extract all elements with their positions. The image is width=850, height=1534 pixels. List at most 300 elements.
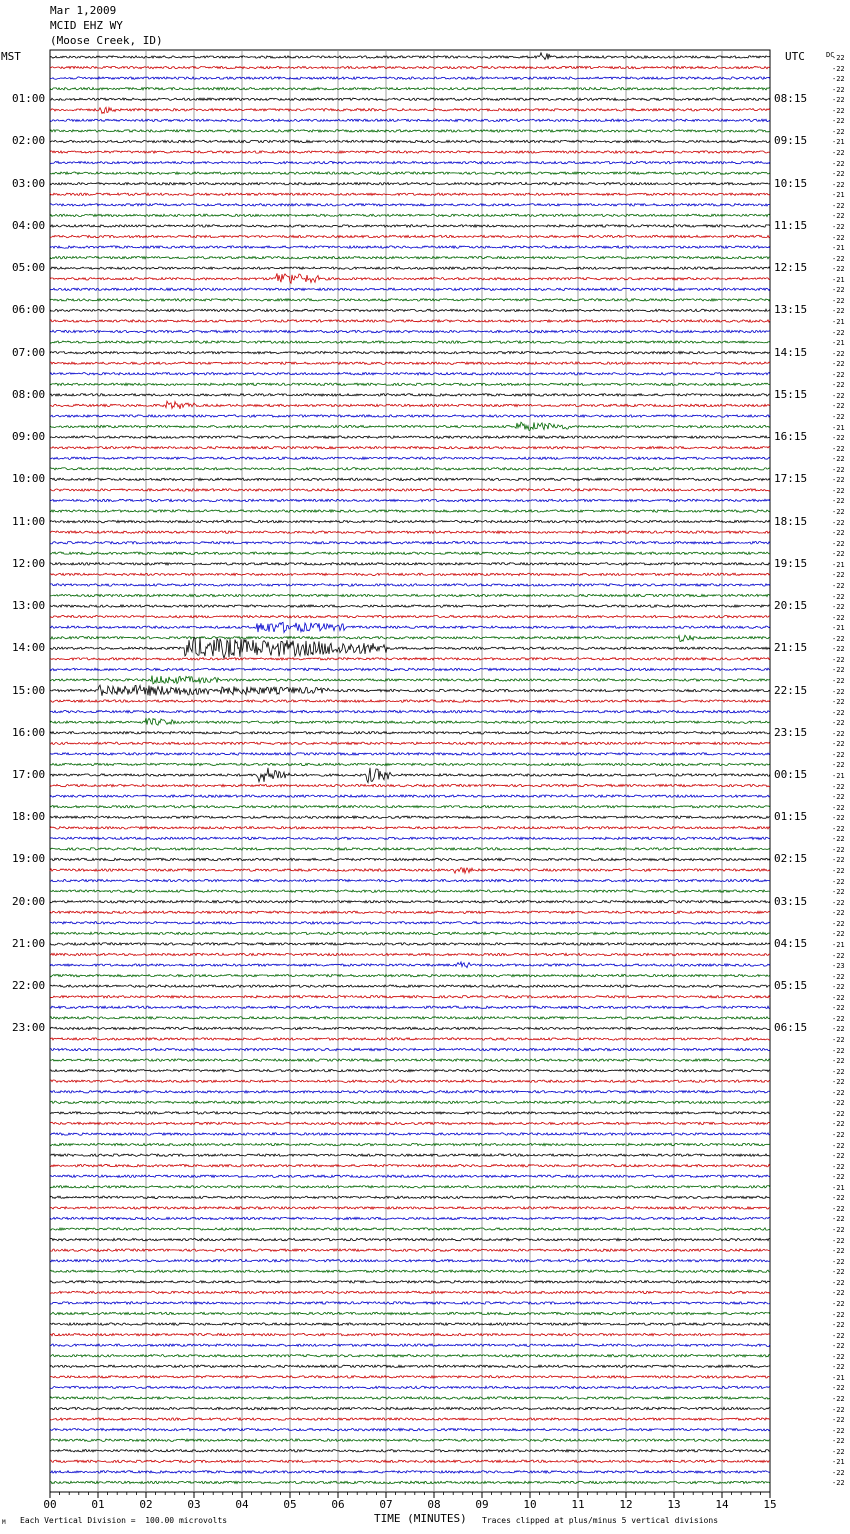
utc-hour-label: 23:15 (774, 725, 808, 739)
trace-line (50, 1344, 770, 1346)
trace-line (50, 1091, 770, 1093)
trace-line (50, 584, 770, 586)
trace-line (50, 267, 770, 269)
station-label: MCID EHZ WY (50, 19, 123, 32)
trace-line (50, 77, 770, 79)
dc-offset-label: -22 (832, 508, 845, 517)
dc-offset-label: -22 (832, 296, 845, 305)
trace-line (50, 805, 770, 807)
trace-line (50, 1365, 770, 1367)
dc-offset-label: -22 (832, 212, 845, 221)
trace-line (50, 763, 770, 765)
dc-offset-label: -22 (832, 486, 845, 495)
trace-line (50, 1281, 770, 1283)
x-tick-label: 03 (187, 1498, 201, 1511)
dc-offset-label: -22 (832, 1278, 845, 1287)
trace-line (50, 563, 770, 565)
x-tick-label: 14 (715, 1498, 729, 1511)
trace-line (50, 214, 770, 216)
dc-offset-label: -22 (832, 349, 845, 358)
trace-line (50, 1080, 770, 1082)
trace-line (50, 1312, 770, 1314)
trace-line (50, 489, 770, 491)
mst-hour-label: 07:00 (12, 345, 46, 359)
dc-offset-label: -22 (832, 370, 845, 379)
mst-hour-label: 21:00 (12, 936, 46, 950)
mst-hour-label: 11:00 (12, 514, 46, 528)
dc-offset-label: -22 (832, 1120, 845, 1129)
dc-offset-label: -22 (832, 856, 845, 865)
clip-note: Traces clipped at plus/minus 5 vertical divisions (482, 1516, 719, 1525)
trace-line (50, 552, 770, 554)
dc-offset-label: -22 (832, 793, 845, 802)
dc-offset-label: -22 (832, 1426, 845, 1435)
dc-offset-label: -22 (832, 603, 845, 612)
trace-line (50, 1186, 770, 1188)
dc-offset-label: -22 (832, 972, 845, 981)
trace-line (50, 1428, 770, 1430)
dc-offset-label: -22 (832, 381, 845, 390)
mst-hour-label: 04:00 (12, 218, 46, 232)
dc-offset-label: -21 (832, 423, 845, 432)
mst-hour-label: 02:00 (12, 134, 46, 148)
trace-line (50, 1249, 770, 1251)
dc-offset-label: -22 (832, 645, 845, 654)
trace-line (50, 837, 770, 839)
trace-line (50, 478, 770, 480)
trace-line (50, 848, 770, 850)
dc-offset-label: -22 (832, 75, 845, 84)
date-label: Mar 1,2009 (50, 4, 117, 17)
trace-line (50, 130, 770, 132)
trace-line (50, 1196, 770, 1198)
dc-offset-label: -22 (832, 729, 845, 738)
trace-line (50, 1038, 770, 1040)
mst-hour-label: 08:00 (12, 387, 46, 401)
dc-offset-label: -22 (832, 497, 845, 506)
trace-line (50, 1260, 770, 1262)
dc-offset-label: -22 (832, 54, 845, 62)
trace-line (50, 510, 770, 512)
dc-offset-label: -22 (832, 1299, 845, 1308)
dc-offset-label: -22 (832, 180, 845, 189)
trace-line (50, 288, 770, 290)
trace-line (50, 890, 770, 892)
trace-line (50, 685, 770, 696)
dc-offset-label: -22 (832, 1046, 845, 1055)
trace-line (50, 911, 770, 913)
dc-offset-label: -22 (832, 307, 845, 316)
x-tick-label: 11 (571, 1498, 585, 1511)
dc-offset-label: -22 (832, 613, 845, 622)
dc-offset-label: -22 (832, 1173, 845, 1182)
dc-offset-label: -22 (832, 476, 845, 485)
dc-label: DC (826, 51, 835, 59)
trace-line (50, 520, 770, 522)
trace-line (50, 1112, 770, 1114)
dc-offset-label: -22 (832, 1247, 845, 1256)
dc-offset-label: -22 (832, 898, 845, 907)
trace-line (50, 256, 770, 258)
trace-line (50, 1101, 770, 1103)
utc-hour-label: 04:15 (774, 936, 808, 950)
dc-offset-label: -22 (832, 750, 845, 759)
dc-offset-label: -22 (832, 782, 845, 791)
trace-line (50, 66, 770, 68)
utc-hour-label: 02:15 (774, 852, 808, 866)
dc-offset-label: -21 (832, 244, 845, 253)
trace-line (50, 1333, 770, 1335)
trace-line (50, 1418, 770, 1420)
x-tick-label: 00 (43, 1498, 57, 1511)
dc-offset-label: -22 (832, 676, 845, 685)
utc-hour-label: 08:15 (774, 92, 808, 106)
x-tick-label: 08 (427, 1498, 441, 1511)
trace-line (50, 1164, 770, 1166)
trace-line (50, 98, 770, 100)
trace-line (50, 1027, 770, 1029)
dc-offset-label: -22 (832, 983, 845, 992)
dc-offset-label: -21 (832, 275, 845, 284)
dc-offset-label: -22 (832, 550, 845, 559)
trace-line (50, 996, 770, 998)
dc-offset-label: -22 (832, 814, 845, 823)
dc-offset-label: -22 (832, 1025, 845, 1034)
x-tick-label: 02 (139, 1498, 153, 1511)
dc-offset-label: -22 (832, 909, 845, 918)
dc-offset-label: -22 (832, 1141, 845, 1150)
utc-hour-label: 15:15 (774, 387, 808, 401)
dc-offset-label: -22 (832, 698, 845, 707)
utc-hour-label: 13:15 (774, 303, 808, 317)
trace-line (50, 668, 770, 670)
trace-line (50, 710, 770, 712)
trace-line (50, 87, 770, 89)
mst-hour-label: 03:00 (12, 176, 46, 190)
mst-hour-label: 12:00 (12, 556, 46, 570)
trace-line (50, 1017, 770, 1019)
trace-line (50, 1481, 770, 1483)
trace-line (50, 422, 770, 430)
trace-line (50, 309, 770, 311)
dc-offset-label: -21 (832, 339, 845, 348)
dc-offset-label: -22 (832, 867, 845, 876)
location-label: (Moose Creek, ID) (50, 34, 163, 47)
trace-line (50, 140, 770, 142)
trace-line (50, 1143, 770, 1145)
trace-line (50, 119, 770, 121)
trace-line (50, 151, 770, 153)
trace-line (50, 341, 770, 343)
trace-line (50, 1059, 770, 1061)
mst-hour-label: 10:00 (12, 472, 46, 486)
mst-hour-label: 23:00 (12, 1021, 46, 1035)
dc-offset-label: -22 (832, 149, 845, 158)
dc-offset-label: -22 (832, 1479, 845, 1488)
utc-hour-label: 11:15 (774, 218, 808, 232)
trace-line (50, 351, 770, 353)
trace-line (50, 594, 770, 596)
trace-line (50, 858, 770, 860)
trace-line (50, 615, 770, 617)
mst-hour-label: 14:00 (12, 641, 46, 655)
trace-line (50, 768, 770, 783)
dc-offset-label: -21 (832, 1373, 845, 1382)
dc-offset-label: -22 (832, 1331, 845, 1340)
dc-offset-label: -22 (832, 835, 845, 844)
dc-offset-label: -22 (832, 1321, 845, 1330)
dc-offset-label: -22 (832, 106, 845, 115)
dc-offset-label: -21 (832, 560, 845, 569)
trace-line (50, 1376, 770, 1378)
dc-offset-label: -22 (832, 413, 845, 421)
trace-line (50, 1450, 770, 1452)
dc-offset-label: -22 (832, 1257, 845, 1266)
trace-line (50, 943, 770, 945)
trace-line (50, 362, 770, 364)
dc-offset-label: -22 (832, 328, 845, 337)
dc-offset-label: -22 (832, 117, 845, 126)
x-tick-label: 01 (91, 1498, 105, 1511)
trace-line (50, 235, 770, 237)
dc-offset-label: -22 (832, 1447, 845, 1456)
dc-offset-label: -22 (832, 708, 845, 717)
dc-offset-label: -22 (832, 1204, 845, 1213)
dc-offset-label: -22 (832, 1226, 845, 1235)
mst-hour-label: 01:00 (12, 92, 46, 106)
dc-offset-label: -22 (832, 1131, 845, 1139)
dc-offset-label: -22 (832, 529, 845, 538)
dc-offset-label: -22 (832, 877, 845, 886)
dc-offset-label: -22 (832, 803, 845, 812)
utc-hour-label: 03:15 (774, 894, 808, 908)
trace-line (50, 401, 770, 409)
trace-line (50, 273, 770, 283)
dc-offset-label: -22 (832, 1109, 845, 1118)
trace-line (50, 1460, 770, 1462)
dc-offset-label: -22 (832, 1162, 845, 1171)
dc-offset-label: -22 (832, 159, 845, 168)
trace-line (50, 446, 770, 448)
trace-line (50, 161, 770, 163)
dc-offset-label: -22 (832, 222, 845, 231)
dc-offset-label: -21 (832, 191, 845, 200)
trace-line (50, 1217, 770, 1219)
dc-offset-label: -22 (832, 1152, 845, 1161)
dc-offset-label: -21 (832, 624, 845, 633)
dc-offset-label: -22 (832, 1067, 845, 1076)
trace-line (50, 622, 770, 632)
dc-offset-label: -22 (832, 1363, 845, 1372)
dc-offset-label: -21 (832, 772, 845, 780)
dc-offset-label: -22 (832, 888, 845, 897)
trace-line (50, 658, 770, 660)
trace-line (50, 246, 770, 248)
dc-offset-label: -22 (832, 740, 845, 749)
dc-offset-label: -22 (832, 1078, 845, 1087)
dc-offset-label: -22 (832, 360, 845, 369)
dc-offset-label: -22 (832, 518, 845, 527)
utc-hour-label: 10:15 (774, 176, 808, 190)
trace-line (50, 932, 770, 934)
trace-line (50, 635, 770, 641)
dc-offset-label: -22 (832, 581, 845, 590)
dc-offset-label: -22 (832, 1437, 845, 1446)
dc-offset-label: -22 (832, 402, 845, 411)
x-tick-label: 09 (475, 1498, 489, 1511)
trace-line (50, 742, 770, 744)
mst-hour-label: 06:00 (12, 303, 46, 317)
trace-line (50, 1048, 770, 1050)
trace-line (50, 415, 770, 417)
utc-hour-label: 01:15 (774, 810, 808, 824)
trace-line (50, 531, 770, 533)
trace-line (50, 193, 770, 195)
dc-offset-label: -22 (832, 1268, 845, 1277)
trace-line (50, 985, 770, 987)
dc-offset-label: -22 (832, 634, 845, 643)
dc-offset-label: -22 (832, 951, 845, 960)
trace-line (50, 922, 770, 924)
dc-offset-label: -22 (832, 1035, 845, 1044)
mst-hour-label: 15:00 (12, 683, 46, 697)
dc-offset-label: -22 (832, 286, 845, 295)
trace-line (50, 1175, 770, 1177)
dc-offset-label: -22 (832, 1099, 845, 1108)
utc-hour-label: 20:15 (774, 599, 808, 613)
dc-offset-label: -22 (832, 434, 845, 443)
trace-line (50, 816, 770, 818)
mst-hour-label: 19:00 (12, 852, 46, 866)
trace-line (50, 1355, 770, 1357)
trace-line (50, 468, 770, 470)
trace-line (50, 299, 770, 301)
dc-offset-label: -21 (832, 1458, 845, 1467)
dc-offset-label: -22 (832, 1342, 845, 1351)
trace-line (50, 204, 770, 206)
utc-hour-label: 14:15 (774, 345, 808, 359)
x-tick-label: 13 (667, 1498, 681, 1511)
trace-line (50, 901, 770, 903)
dc-offset-label: -22 (832, 930, 845, 939)
trace-line (50, 457, 770, 459)
plot-frame (50, 50, 770, 1492)
dc-offset-label: -22 (832, 761, 845, 770)
dc-offset-label: -22 (832, 655, 845, 664)
dc-offset-label: -22 (832, 127, 845, 136)
x-tick-label: 06 (331, 1498, 345, 1511)
trace-line (50, 676, 770, 684)
trace-line (50, 1397, 770, 1399)
trace-line (50, 1323, 770, 1325)
trace-line (50, 1069, 770, 1071)
dc-offset-label: -22 (832, 1004, 845, 1013)
corner-mark: M (2, 1519, 6, 1526)
trace-line (50, 1006, 770, 1008)
dc-offset-label: -22 (832, 1394, 845, 1403)
dc-offset-label: -22 (832, 465, 845, 474)
dc-offset-label: -22 (832, 1215, 845, 1224)
trace-line (50, 700, 770, 702)
mst-hour-label: 22:00 (12, 979, 46, 993)
dc-offset-label: -22 (832, 391, 845, 400)
dc-offset-label: -22 (832, 1416, 845, 1425)
trace-line (50, 573, 770, 575)
trace-line (50, 172, 770, 174)
dc-offset-label: -22 (832, 824, 845, 833)
utc-hour-label: 16:15 (774, 430, 808, 444)
dc-offset-label: -22 (832, 1384, 845, 1393)
trace-line (50, 1471, 770, 1473)
trace-line (50, 373, 770, 375)
trace-line (50, 320, 770, 322)
dc-offset-label: -22 (832, 444, 845, 453)
trace-line (50, 394, 770, 396)
dc-offset-label: -22 (832, 1014, 845, 1023)
trace-line (50, 542, 770, 544)
trace-line (50, 795, 770, 797)
x-tick-label: 04 (235, 1498, 249, 1511)
dc-offset-label: -22 (832, 592, 845, 601)
trace-line (50, 637, 770, 658)
trace-line (50, 499, 770, 501)
trace-line (50, 225, 770, 227)
trace-line (50, 732, 770, 734)
dc-offset-label: -22 (832, 1468, 845, 1477)
trace-line (50, 605, 770, 607)
trace-line (50, 1133, 770, 1135)
utc-hour-label: 00:15 (774, 768, 808, 781)
utc-hour-label: 18:15 (774, 514, 808, 528)
dc-offset-label: -22 (832, 265, 845, 274)
trace-line (50, 1122, 770, 1124)
scale-note: Each Vertical Division = 100.00 microvolts (20, 1516, 228, 1525)
trace-line (50, 330, 770, 332)
dc-offset-label: -21 (832, 138, 845, 147)
trace-line (50, 827, 770, 829)
trace-line (50, 53, 770, 60)
dc-offset-label: -22 (832, 64, 845, 73)
dc-offset-label: -22 (832, 96, 845, 105)
dc-offset-label: -22 (832, 1088, 845, 1097)
x-tick-label: 15 (763, 1498, 777, 1511)
utc-hour-label: 05:15 (774, 979, 808, 993)
trace-line (50, 879, 770, 881)
utc-hour-label: 22:15 (774, 683, 808, 697)
trace-line (50, 953, 770, 955)
utc-hour-label: 19:15 (774, 556, 808, 570)
trace-line (50, 183, 770, 185)
dc-offset-label: -22 (832, 1310, 845, 1319)
trace-line (50, 1439, 770, 1441)
dc-offset-label: -22 (832, 993, 845, 1002)
dc-offset-label: -22 (832, 1352, 845, 1361)
utc-hour-label: 17:15 (774, 472, 808, 486)
dc-offset-label: -22 (832, 1236, 845, 1245)
trace-line (50, 974, 770, 976)
dc-offset-label: -22 (832, 233, 845, 242)
trace-line (50, 1407, 770, 1409)
mst-hour-label: 13:00 (12, 599, 46, 613)
dc-offset-label: -22 (832, 845, 845, 854)
dc-offset-label: -22 (832, 201, 845, 210)
trace-line (50, 784, 770, 786)
trace-line (50, 962, 770, 968)
utc-hour-label: 09:15 (774, 134, 808, 148)
x-tick-label: 10 (523, 1498, 537, 1511)
dc-offset-label: -23 (832, 962, 845, 971)
dc-offset-label: -22 (832, 1194, 845, 1203)
